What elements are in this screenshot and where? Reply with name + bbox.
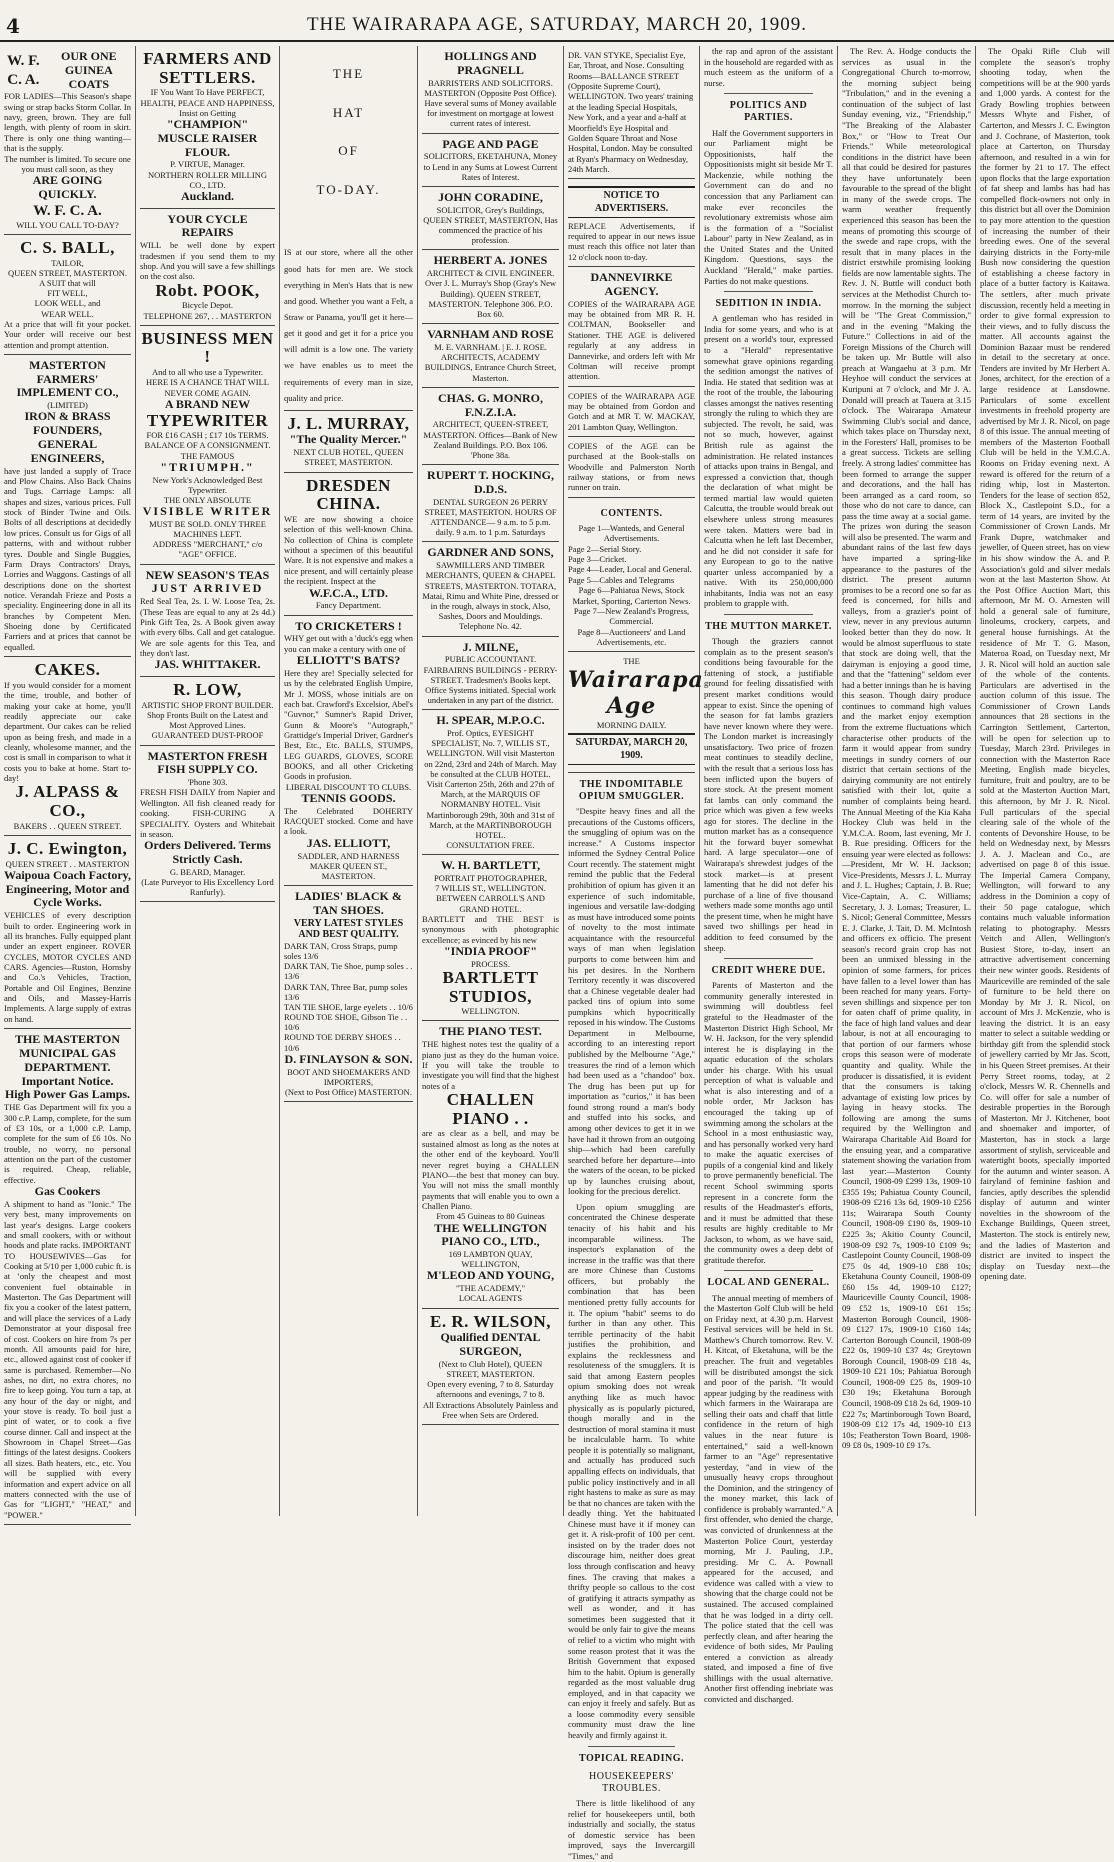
ad-manager: P. VIRTUE, Manager. [170,159,245,170]
cricketers-ad [284,616,413,887]
professional-card [422,187,559,251]
contents-item: Page 4—Leader, Local and General. [568,564,692,575]
article-subheading: HOUSEKEEPERS' TROUBLES. [589,1770,674,1794]
card-body: SOLICITORS, EKETAHUNA, Money to Lend in any Sums at Lowest Current Rates of Interest. [423,151,558,182]
professional-card [422,637,559,711]
article-paragraph: The annual meeting of members of the Masterton Golf Club will be held on Friday next, at 4.30 p.m. Harvest Festival services will be held in St. Matthew's Church tomorrow. Rev. V. H. Kitcat, of Eketahuna, will be the preacher. The fruit and vegetables will be distributed amongst the sick and poor of the parish. "It would appear judging by the readiness with which farmers in the Wairarapa are selling their oats and chaff that little confidence in the return of high values in the near future is entertained," said a well-known farmer to an "Age" representative yesterday, "and in view of the unusually heavy crops throughout the Dominion, and the stringency of the money market, this lack of confidence is probably warranted." A first offender, who denied the charge, was convicted of drunkenness at the Masterton Police Court, yesterday morning, Mr J. Pauling, J.P., presiding. Mr C. A. Pownall appeared for the accused, and evidence was called with a view to showing that the charge could not be sustained. The accused complained that he was lodged in a dirty cell. The police stated that the cell was perfectly clean, and after hearing the evidence of both sides, Mr Pauling entered a conviction as already stated, and imposed a fine of five shillings with the usual alternative. Another first offending inebriate was convicted and discharged. [704,1292,833,1704]
contents-item: Page 5—Cables and Telegrams [568,574,675,585]
notice-body: REPLACE Advertisements, if required to appear in our news issue must reach this office not later than 12 o'clock noon to-day. [568,220,695,262]
ad-heading: THE PIANO TEST. [439,1024,542,1039]
nameplate-sub: MORNING DAILY. [596,720,667,731]
copies-notice [568,437,695,498]
ad-name: C. S. BALL, [20,238,115,257]
ad-studios: BARTLETT STUDIOS, [442,967,539,1006]
copies-body: COPIES of the WAIRARAPA AGE may be obtained from Gordon and Gotch and at MR T. W. MACKAY, 201 Lambton Quay, Wellington. [568,390,695,432]
ad-tagline: ARE GOING QUICKLY. [32,172,103,201]
ad-sub: JUST ARRIVED [151,581,264,596]
ad-heading: NEW SEASON'S TEAS [145,567,270,582]
piano-ad [422,1021,559,1308]
dannevirke-agency [568,267,695,386]
ad-address: QUEEN STREET, MASTERTON. [7,267,128,278]
ad-sub: IRON & BRASS FOUNDERS, GENERAL ENGINEERS, [24,409,111,465]
contents-row [568,575,695,585]
card-body: SOLICITOR, Grey's Buildings, QUEEN STREET, MASTERTON, Has commenced the practice of his profession. [423,204,558,246]
dresden-ad [284,473,413,616]
ad-city: Auckland. [180,188,235,203]
ad-address: 7 WILLIS ST., WELLINGTON. [435,883,546,894]
contents-item: Page 6—Pahiatua News, Stock Market, Sporting, Carterton News. [572,585,691,606]
ad-brand: "TRIUMPH." [160,459,255,474]
ad-body: IS at our store, where all the other good hats for men are. We stock everything in Men's Hats that is new and good. Whether you want a Felt, a Straw or Panama, you'll get it here—get it good and get it for a price you will admit is a low one. The variety we have enables us to meet the requirements of every man in size, quality and price. [284,247,413,403]
ad-price: From 45 Guineas to 80 Guineas [436,1211,545,1222]
ad-body-2: Here they are! Specially selected for us by the celebrated English Umpire, Mr J. MOSS, whose initials are on each bat. Crawford's Excelsior, Abel's "Guvnor," Sumner's Rapid Driver, Gunn & Moore's "Autograph," Grattidge's Imperial Driver, Gardner's Best, Etc., Etc. BALLS, STUMPS, LEG GUARDS, GLOVES, SCORE BOOKS, and all other Cricketing Goods in profusion. [284,667,413,782]
nameplate-title: Wairarapa Age [568,666,704,720]
agency-body: COPIES of the WAIRARAPA AGE may be obtained from MR R. H. COLTMAN, Bookseller and Stationer. THE AGE is delivered regularly at any address in Dannevirke, and orders left with Mr Coltman will receive prompt attention. [568,298,695,382]
ad-name: J. C. Ewington, [7,838,128,858]
card-name: JOHN CORADINE, [438,189,543,204]
champion-flour-ad [140,46,275,209]
ad-heading: DRESDEN CHINA. [306,475,391,514]
ad-typewriter: TYPEWRITER [146,410,269,430]
card-body: DENTAL SURGEON 26 PERRY STREET, MASTERTON. HOURS OF ATTENDANCE— 9 a.m. to 5 p.m. daily. 9 a.m. to 1 p.m. Saturdays [424,496,557,538]
ad-discount: LIBERAL DISCOUNT TO CLUBS. [285,781,412,792]
shoe-item: DARK TAN, Tie Shoe, pump soles . . 13/6 [284,961,413,982]
ad-heading: MASTERTON FRESH FISH SUPPLY CO. [147,748,268,777]
ad-heading: CAKES. [34,660,101,680]
card-name: RUPERT T. HOCKING, D.D.S. [427,468,554,496]
ad-between: BETWEEN CARROLL'S AND GRAND HOTEL. [436,893,545,914]
card-note: CONSULTATION FREE. [446,840,535,851]
ad-process: PROCESS. [471,958,510,969]
ad-trade: ARTISTIC SHOP FRONT BUILDER. [141,699,274,710]
ad-company: THE WELLINGTON PIANO CO., LTD., [434,1220,547,1249]
notice-heading: NOTICE TO ADVERTISERS. [568,186,695,217]
professional-card [422,465,559,542]
article-paragraph: There is little likelihood of any relief for housekeepers until, both industrially and socially, the status of domestic service has been improved, says the Invercargill "Times," and [568,1798,695,1861]
masthead [0,12,1114,42]
ad-name: Robt. POOK, [155,280,260,300]
ad-line: FIT WELL, [47,288,88,299]
article-heading: THE MUTTON MARKET. [705,621,832,632]
ad-body-2: A shipment to hand as "Ionic." The very best, many improvements on last year's designs. Large cookers and small cookers, with or without hoods and plate racks. IMPORTANT TO HOUSEWIVES—Gas for Cooking at 5/10 per 1,000 cubic ft. is at ‛only the cheapest and most convenient fuel obtainable in Masterton. The Gas Department will fix you a cooker of the latest pattern, and will place the services of a Lady Demonstrator at your disposal free of cost. Cookers on hire from 7s per month. All amounts paid for hire, etc., allowed against cost of cooker if same is purchased. Remember—No ashes, no dirt, no extra chores, no fire to keep going. You turn a tap, at any hour of the day or night, and your stove is ready. To boil just a pint of water, or to cook a five course dinner. Call and inspect at the Showroom in Chapel Street—Gas fittings of the latest designs. Cookers all sizes. Bath heaters, etc., etc. You will be supplied with every information and expert advice on all matters connected with the use of Gas for "LIGHT," "HEAT," and "POWER." [4,1198,131,1520]
ad-trade: PORTRAIT PHOTOGRAPHER, [434,873,547,884]
ad-body: FRESH FISH DAILY from Napier and Wellington. All fish cleaned ready for cooking. FISH-CURING A SPECIALITY. Oysters and Whitebait in season. [140,787,275,839]
professional-card [422,542,559,636]
ad-body: FOR LADIES—This Season's shape swing or strap backs Storm Collar. In navy, green, brown. They are full length, with plenty of room in skirt. There is only one thing wanting—that is the supply. [4,91,131,154]
ad-address: ADDRESS "MERCHANT," c/o "AGE" OFFICE. [152,539,263,560]
ad-body-3: The Celebrated DOHERTY RACQUET stocked. Come and have a look. [284,805,413,837]
card-body: Prof. Optics, EYESIGHT SPECIALIST, No. 7, WILLIS ST., WELLINGTON. Will visit Masterton on 22nd, 23rd and 24th of March. May be consulted at the CLUB HOTEL. Visit Carterton 25th, 26th and 27th of March, at the MARQUIS OF NORMANBY HOTEL. Visit Martinborough 29th, 30th and 31st of March, at the MARTINBOROUGH HOTEL. [424,728,557,840]
article-paragraph: Parents of Masterton and the community generally interested in swimming will doubtless feel grateful to the Headmaster of the Masterton District High School, Mr W. H. Jackson, for the very splendid interest he is displaying in the aquatic education of the scholars under his charge. With his usual perception of what is valuable and what is also interesting and of a noble order, Mr Jackson has encouraged the taking up of swimming among the scholars at the School in a most enthusiastic way, and has personally worked very hard to make the aquatic exercises of pupils of a congenial kind and likely to prove permanently beneficial. The recent School swimming sports represent in a concrete form the results of the Headmaster's efforts, and it must be admitted that these results are highly creditable to Mr Jackson, to whom, as we have said, the community owes a deep debt of gratitude therefor. [704,980,833,1265]
card-name: J. MILNE, [462,639,519,654]
professional-card [422,388,559,465]
ad-body: THE Gas Department will fix you a 300 c.P. Lamp, complete, for the sum of £3 10s, or a 1,000 c.P. Lamp, complete for the sum of £6 10s. No trouble, no worry, no personal attention on the part of the customer is required. Cheap, reliable, effective. [4,1102,132,1185]
column-7 [838,46,976,1516]
ad-body: At a price that will fit your pocket. Your order will receive our best attention and prompt attention. [4,318,131,350]
article-paragraph: The Rev. A. Hodge conducts the services as usual in the Congregational Church to-morrow, the morning subject being "Tribulation," and in the evening a continuation of the subject of last Sunday evening, viz., "Friendship," "The Breaking of the Alabaster Box," or "How to Treat Our Friends." While meteorological conditions in the district have been all that could be desired for pastures they have unfortunately been favourable to the spread of the blight in many of the swede crops. The warm weather frequently experienced this season has been the means of promoting this scourge of the swede and rape crops, with the result that in many places in the district erstwhile promising looking fields are now lamentable sights. The Rev. J. N. Buttle will conduct both services at the Methodist Church to-morrow. In the morning the subject will be "The Great Commission," and in the evening "Making the Future." Collections in aid of the Foreign Missions of the Church will be taken up. Mr Buttle will also preach at Wangaehu at 3 p.m. Mr Heyhoe will conduct the services at Kuripuni at 7 o'clock, and Mr J. A. Donald will preach at Tauera at 3.15 o'clock. The Wairarapa Amateur Swimming Club's social and dance, which takes place on Thursday next, in the Foresters' Hall, promises to be a great success. Tickets are selling freely. A strong ladies' committee has been formed to arrange the supper and decorations, and the hall has been arranged as a card room, so those who do not care to dance, can pass the time away at a social game. The prizes won during the season will also be presented. The warm and abundant rains of the last few days have imparted a spring-like appearance to the pastures of the district. The present autumn promises to be a record one so far as feed is concerned, for hills and valleys, from a grazier's point of view, never in any previous autumn looked better than they do now. It would be almost superfluous to state that stock are doing well, that the dairyman is enjoying a good time, and that the "fattening" seldom ever had a better innings than he is having this season. Though dairy produce continues to command high values and the market enjoy exemption from the extreme fluctuations which characterise other products of the farm it would appear from sundry meetings in sundry corners of our district that certain sections of the dairying community are not entirely satisfied with their lot, quite a number of complaints being heard. The Annual Meeting of the Kia Kaha Hockey Club was held in the Y.M.C.A. Room, last evening, Mr J. B. Rue presiding. Officers for the ensuing year were elected as follows:—President, Mr W. H. Jackson; Vice-Presidents, Messrs J. L. Murray and J. L. Hughes; Captain, J. B. Rue; Vice-Captain, A. C. Williams; Secretary, J. J. Lomas; Treasurer, L. S. Nicol; General Committee, Messrs E. J. Clarke, J. Tait, D. M. McIntosh and officers ex officio. The present season's record grain crop has not been an unmixed blessing in the opinion of some farmers, for prices have fallen to a level lower than has been reached for many years. Forty-seven shillings and sixpence per ton for oaten chaff of prime quality, in the face of high land values and dear labour, is not at all encouraging to that portion of our farmers whose crops this season were of moderate quantity and quality. While the producer is dissatisfied, it is evident that the consumers is taking advantage of existing low prices by laying in heavy stocks. The following are among the sums required by the Wellington and Wairarapa Charitable Aid Board for the ensuing year, and a comparative statement showing the variation from last year:—Masterton County Council, 1908-09 £299 13s, 1909-10 £355 19s; Pahiatua County Council, 1908-09 £216 13s 6d, 1909-10 £256 11s; Wairarapa South County Council, 1908-09 £190 8s, 1909-10 £225 3s; Akitio County Council, 1908-09 £92 7s, 1909-10 £109 9s; Castlepoint County Council, 1908-09 £75 0s 4d, 1909-10 £88 10s; Eketahuna County Council, 1908-09 £60 15s 4d, 1909-10 £127; Mauriceville County Council, 1908-09 £52 1s, 1909-10 £61 15s; Masterton Borough Council, 1908-09 £127 17s, 1909-10 £160 14s; Carterton Borough Council, 1908-09 £22 0s, 1909-10 £37 4s; Greytown Borough Council, 1908-09 £18 4s, 1909-10 £21 10s; Pahiatua Borough Council, 1908-09 £25 8s, 1909-10 £30 19s; Eketahuna Borough Council, 1908-09 £18 2s 6d, 1909-10 £22 7s; Martinborough Town Board, 1908-09 £12 17s 4d, 1909-10 £13 10s; Featherston Town Board, 1908-09 £8 0s, 1909-10 £9 17s. [842,46,971,1451]
page-number: 4 [6,14,20,38]
fish-supply-ad [140,746,275,903]
ad-brand: CHALLEN PIANO . . [446,1090,535,1128]
article-paragraph: The Opaki Rifle Club will complete the season's trophy shooting today, when the competitions will be at the 900 yards and 1,000 yards. A contest for the Grady Bowling trophies between Messrs Whyte and Fisher, of Carterton, and Messrs J. C. Ewington and J. Cochrane, of Masterton, took place at Carterton, on Thursday afternoon, and resulted in a win for the former by 21 to 17. The effect upon flocks that the large exportation of fat sheep and lambs has had has compelled flock-owners not only in this district but all over the Dominion to pay more attention to the question of increasing the number of their breeding ewes. One of the several dairying districts in the Forty-mile Bush now considering the question of establishing a cheese factory in place of a butter factory is Kaitawa. The settlers, after much private discussion, recently held a meeting in order to give formal expression to their views, and to fully discuss the matter. All accounts against the Dominion Bazaar must be rendered in detail to the secretary at once. Tenders are invited by Mr Herbert A. Jones, architect, for the erection of a large residence at Lansdowne. Particulars of some excellent investments in freehold property are advertised by Mr J. R. Nicol, on page 8 of this issue. The annual meeting of members of the Masterton Football Club will be held in the Y.M.C.A. Rooms on Friday evening next. A reward is offered for the return of a riding whip, lost in Masterton. Tenders for the lease of section 852, Block X., Castlepoint S.D., for a term of 14 years, are invited by the Commissioner of Crown Lands. Mr Frank Dupre, watchmaker and jeweller, of Queen street, has on view in his show window the A. and P. Association's gold and silver medals won at the last Masterton Show. At the Post Office Auction Mart, this afternoon, Mr M. O. Arnesten will hold a general sale of furniture, linoleums, crockery, carpets, and general house furnishings. At the residence of Mr T. G. Mason, Materoa Road, on Tuesday next, Mr J. R. Nicol will hold an auction sale of the whole of the contents. Particulars are advertised in the auction column of this issue. The Commissioner of Crown Lands announces that 28 sections in the Carrington Settlement, Carterton, will be open for selection up to Tuesday, March 23rd. Privileges in connection with the Masterton Race Meeting, English made bicycles, furniture, fruit and poultry, are to be sold at the Masterton Auction Mart, this afternoon, by Mr J. R. Nicol. Full particulars of the special clearing sale of the whole of the contents of Devonshire House, to be held on Wednesday next, by Messrs J. A. J. Maclean and Co., are advertised on page 8 of this issue. The Imperial Camera Company, Wellington, will forward to any address in the Dominion a copy of their 50 page catalogue, which contains much valuable information relating to photography. Messrs Veitch and Allen, Wellington's Busiest Store, to-day, insert an attractive advertisement concerning their new winter goods. Residents of Mauriceville are reminded of the sale of furniture to be held there on Monday by Mr J. R. Nicol, on account of Mrs J. McKenzie, who is leaving the district. It is an easy matter to select a suitable wedding or birthday gift from the splendid stock of jewellery carried by Mr Jas. Scott, in his Queen Street premises. At their Perry Street rooms, today, at 2 o'clock, Messrs W. R. Chennells and Co. will offer for sale a number of desirable properties in the Borough of Masterton. Mr J. Kitchener, boot and shoemaker and importer, of Masterton, has in stock a large assortment of stylish, serviceable and watertight boots, specially imported for the autumn and winter season. A fairyland of feminine fashion and fancies, aptly describes the splendid display of autumn and winter novelties in the showroom of the Exchange Buildings, Queen street, Masterton. The stock is entirely new, and the ladies of Masterton and district are invited to inspect the display on Tuesday next—the opening date. [980,46,1110,1282]
advertisers-notice [568,179,695,267]
ad-name: JAS. ELLIOTT, [306,835,391,850]
article-paragraph: A gentleman who has resided in India for some years, and who is at present on a world's tour, expressed to a "Herald" representative somewhat grave opinions regarding the sedition amongst the natives of India. He stated that sedition was at the root of the trouble, the labouring classes amongst the natives resenting strongly the ruling to which they are subjected. The revolt, he said, was not so much, however, against British rule as against the administration. He related instances of attacks upon trains in Bengal, and expressed a conviction that, though the declaration of what might be termed martial law would quieten Calcutta, the trouble would break out elsewhere unless strong measures were taken. Matters were bad in Calcutta when he left last December, and he did not consider it safe for any European to go to the native quarter unless accompanied by a native. With its 250,000,000 inhabitants, India was not an easy problem to grapple with. [704,313,833,609]
card-body: SAWMILLERS AND TIMBER MERCHANTS, QUEEN & CHAPEL STREETS, MASTERTON. TOTARA, Matai, Rimu and White Pine, dressed or in the rough, always in stock, Also, Sashes, Doors and Mouldings. Telephone No. 42. [422,560,559,632]
ad-body: HERE IS A CHANCE THAT WILL NEVER COME AGAIN. [145,377,270,398]
ad-line: LOOK WELL, and [34,298,101,309]
ad-nyc: New York's Acknowledged Best Typewriter. [152,474,263,495]
ad-heading: OUR ONE GUINEA COATS [60,49,117,91]
bartlett-ad [422,855,559,1021]
contents-row [568,606,695,627]
ad-sub: VERY LATEST STYLES AND BEST QUALITY. [293,917,404,941]
ad-dept: Fancy Department. [315,600,382,611]
card-body: PUBLIC ACCOUNTANT. FAIRBAIRNS BUILDINGS - PERRY-STREET. Tradesmen's Books kept. Office Systems initiated. Special work undertaken in any part of the district. [423,654,558,706]
column-2 [136,46,280,1516]
ad-cookers: Gas Cookers [34,1184,101,1199]
ad-tag: "The Quality Mercer." [289,432,408,447]
article-heading: SEDITION IN INDIA. [715,298,822,310]
shoe-item: DARK TAN, Cross Straps, pump soles 13/6 [284,940,398,961]
ad-line: A SUIT that will [39,278,96,289]
ad-body: THE highest notes test the quality of a piano just as they do the human voice. If you will take the trouble to investigate you will find that the highest notes of a [422,1039,559,1091]
ad-must: MUST BE SOLD. ONLY THREE MACHINES LEFT. [149,518,266,540]
shop-front-ad [140,677,275,745]
column-4 [418,46,564,1516]
ad-trade: SADDLER, AND HARNESS MAKER QUEEN ST., MASTERTON. [297,850,400,882]
ad-address: NEXT CLUB HOTEL, QUEEN STREET, MASTERTON. [293,447,404,468]
card-name: PAGE AND PAGE [442,136,539,151]
ad-heading: FARMERS AND SETTLERS. [143,49,272,87]
ad-orders: Orders Delivered. Terms Strictly Cash. [144,838,271,867]
nameplate-date: SATURDAY, MARCH 20, 1909. [568,733,695,764]
contents-row [568,585,695,606]
ad-hours: Open every evening, 7 to 8. Saturday afternoons and evenings, 7 to 8. [427,1379,554,1400]
ad-name: D. FINLAYSON & SON. [284,1051,413,1066]
specialist-card [568,46,695,179]
ball-tailor-ad [4,235,131,355]
ad-body: If you would consider for a moment the time, trouble, and bother of making your cake at home, you'll readily appreciate our cake department. Our cakes can be relied upon as being fresh, and made in a cleanly, wholesome manner, and the cost is small in comparison to what it costs you to bake at home. Start to-day! [4,679,131,784]
ad-telephone: TELEPHONE 267, . . MASTERTON [143,310,272,321]
ad-body: VEHICLES of every description built to order. Engineering work in all its branches. Fully equipped plant under an expert engineer. ROVER CYCLES, MOTOR CYCLES AND CARS. Agencies—Ruston, Hornsby and Co.'s Vehicles, Traction, Portable and Oil Engines, Benzine and Oils, and Massey-Harris Implements. A large supply of extras on hand. [4,910,131,1024]
wfca-coats-ad [4,46,131,235]
ad-mill: NORTHERN ROLLER MILLING CO., LTD. [148,169,267,190]
article-paragraph: Though the graziers cannot complain as to the present season's conditions being favourable for the fattening of stock, a justifiable ground for feeling dissatisfied with present market conditions would appear to exist. Since the opening of the season for fat lambs graziers have never known where they were. The London market is increasingly unsatisfactory. Two price of frozen meat continues to steadily decline, with the result that a serious loss has been inflicted upon the buyers of store stock. At the present moment fat lambs can only command the price which was given a few weeks ago for stores. The decline in the mutton market has as a consequence hit the forward buyer somewhat hard. A large speculator—one of Wairarapa's shrewdest judges of the stock market—is at present lamenting that he did not defer his purchase of a line of five thousand wethers made some months ago until the present time, when he might have saved two shillings per head in addition to feed consumed by the sheep. [704,636,833,953]
ad-brand: ELLIOTT'S BATS? [296,653,401,668]
copies-notice [568,387,695,437]
card-body: ARCHITECT, QUEEN-STREET, MASTERTON. Offices—Bank of New Zealand Buildings. P.O. Box 106. 'Phone 38a. [423,419,558,460]
ad-price: FOR £16 CASH ; £17 10s TERMS. [146,430,269,441]
ad-body: BARTLETT and THE BEST is synonymous with photographic excellence; as evinced by his new [422,913,559,945]
card-name: GARDNER AND SONS, [427,545,554,560]
ad-balance: BALANCE OF A CONSIGNMENT. [144,440,271,451]
professional-card [422,46,559,134]
column-8 [976,46,1114,1516]
ad-name: W. H. BARTLETT, [440,858,541,873]
article-paragraph: "Despite heavy fines and all the precautions of the Customs officers, the smuggling of opium was on the increase." A Customs inspector informed the Sydney Central Police Court recently. The statement might remind the public that the Federal prohibition of opium has given it an experience of such indomitable, ingenious and versatile law-dodging as must have introduced some points of novelty to the most intimate acquaintance with the resourceful ways of man when legislation purports to come between him and his pet desires. In the Northern Territory recently it was discovered that a Chinese vegetable dealer had packed tins of opium into some pumpkins which hypocritically reposed in his window. The Customs Department in Melbourne, according to an interesting report published by the Melbourne "Age," treasures the rind of a lemon which had been used as a "chandoo" box. The drug has been put up for importation as "curios," it has been found strong round a man's body and stuffed into his socks, and among other devices to get it in we have had it thrown from an outgoing ship—which had been carefully searched before her departure—into the waters of the ocean, to be picked up by launches cruising about, looking for the precious derelict. [568,806,695,1197]
hat-word: TO-DAY. [316,181,381,197]
ad-proof: "INDIA PROOF" [444,943,537,958]
ad-name: JAS. WHITTAKER. [154,657,261,672]
column-3 [280,46,418,1516]
contents-row [568,554,695,564]
ad-heading: TO CRICKETERS ! [295,618,402,633]
ad-brand-new: A BRAND NEW [164,396,251,411]
column-6 [700,46,838,1704]
ad-sub: Qualified DENTAL SURGEON, [440,1330,541,1359]
article-paragraph: Half the Government supporters in our Parliament might be Oppositionists, half the Oppositionists might sit beside Mr T. Mackenzie, while nothing the Government can do and no concession that any Parliament can make ever reconciles the revolutionary extremists whose aim is the formation of a "Socialist Labour" party in New Zealand, as in the United States and the United Kingdom. Questions, says the Auckland "Herald," make parties. Parties do not make questions. [704,127,833,286]
contents-row [568,627,695,648]
ad-heading: THE MASTERTON MUNICIPAL GAS DEPARTMENT. [14,1032,121,1074]
professional-card [422,324,559,388]
contents-item: Page 3—Cricket. [568,554,627,565]
gas-department-ad [4,1029,131,1525]
hat-ad [284,46,413,411]
farmers-implement-ad [4,355,131,657]
cakes-ad [4,657,131,836]
nameplate [568,652,704,772]
article-heading: CREDIT WHERE DUE. [711,965,826,977]
ad-name: J. ALPASS & CO., [15,782,120,821]
ad-body: have just landed a supply of Trace and Plow Chains. Also Back Chains and Tugs. Carriage Lamps: all shapes and sizes, various prices. Full stock of Binder Twine and Oils. Bolts of all descriptions at decidedly low prices. Consult us for Gigs of all patterns, with and without rubber tyres. Double and Single Buggies, Farm Drays Contractors' Drays, Lorries and Waggons. Castings of all descriptions done on the shortest notice. Verandah Frieze and Posts a speciality. Engineering done in all its branches by Competent Men. Shoeing done by Certificated Farriers and at prices that cannot be equalled. [4,465,131,652]
article-paragraph: Upon opium smuggling are concentrated the Chinese desperate tenacity of his habit and his incomparable wiliness. The inspector's explanation of the increase in the traffic was that there are more Chinese than Customs officers, but probably the combination that has been mentioned pretty fully accounts for it. The opium "habit" seems to do further in than any other. This terrible pertinacity of the habit justifies the prohibition, and explains the recklessness and resoluteness of the smugglers. It is said that among Eastern peoples opium smoking does not wreak anything like as much havoc physically as is popularly pictured, though morally and in the destruction of moral stamina it must be incalculable harm. To white people it is potentially so malignant, and actually has produced such appalling effects on individuals, that public policy instinctively and in all right hastens to make as sure as may be that no chances are taken with the deadly thing. Yet the habituated Chinese must have it if money can get it. A risk-profit of 100 per cent. insisted on by the trader does not discourage him, neither does great loss through confiscation and heavy fines. The craving that makes a thrifty people so callous to the cost of gratifying it attracts sympathy as well as wonder, and it has sometimes been suggested that it would be only fair to give the means of relief to a victim who might with some reason protest that it was the British Government that exposed him to the habit. Opium is generally regarded as the most valuable drug employed, and in that capacity we can enjoy it freely and safely. But as a loose commodity every sensible community must draw the line heavily and firmly against it. [568,1201,695,1741]
hat-word: OF [338,143,359,159]
ad-academy: "THE ACADEMY," [455,1283,526,1294]
card-body: M. E. VARNHAM. | E. J. ROSE. ARCHITECTS, ACADEMY BUILDINGS, Entrance Church Street, Masterton. [424,341,557,383]
ad-sub: And to all who use a Typewriter. [152,367,263,378]
ad-notice: Important Notice. [21,1073,114,1088]
ad-body-2: are as clear as a bell, and may be sustained almost as long as the notes at the other end of the keyboard. You'll never regret buying a CHALLEN PIANO—the best that money can buy. You will not miss the small monthly payments that will enable you to own a Challen Piano. [422,1128,559,1211]
ad-name: E. R. WILSON, [430,1311,551,1331]
ad-name: J. L. MURRAY, [287,413,410,433]
ad-only: THE ONLY ABSOLUTE [163,494,252,505]
professional-card [422,134,559,187]
contents-row [568,564,695,574]
ad-local: LOCAL AGENTS [458,1293,523,1304]
ad-body: WILL be well done by expert tradesmen if you send them to my shop. And you will save a few shillings on the cost also. [140,240,275,282]
card-body: DR. VAN STYKE, Specialist Eye, Ear, Throat, and Nose. Consulting Rooms—BALLANCE STREET (Opposite Supreme Court), WELLINGTON. Two years' training at the leading Special Hospitals, New York, and a year and a-half at Moorfield's Eye Hospital and Golden Square Throat and Nose Hospital, London. May be consulted at Ryan's Pharmacy on Wednesday, 24th March. [568,50,694,174]
ad-body: WE are now showing a choice selection of this well-known China. No collection of China is complete without a specimen of this beautiful Ware. It is not expensive and makes a nice present, and will certainly please the recipient. Inspect at the [284,514,413,587]
contents-item: Page 7—New Zealand's Progress, Commercial. [573,605,690,627]
ad-address: QUEEN STREET . . MASTERTON [5,858,130,869]
ad-city: WELLINGTON. [461,1006,520,1017]
wfca-logo: W. F. C. A. [6,53,40,88]
ad-phone: 'Phone 303. [187,777,228,788]
ad-heading: LADIES' BLACK & TAN SHOES. [295,889,402,917]
ad-heading: YOUR CYCLE REPAIRS [167,211,248,240]
shoe-item: TAN TIE SHOE, large eyelets . . 10/6 [284,1001,413,1012]
agency-heading: DANNEVIRKE AGENCY. [590,270,673,298]
contents-box [568,498,695,653]
ad-body: IF You Want To Have PERFECT, HEALTH, PEACE AND HAPPINESS, [140,87,275,108]
contents-item: Page 1—Wanteds, and General Advertisements. [578,523,685,544]
contents-item: Page 8—Auctioneers' and Land Advertisements, etc. [577,626,686,647]
ad-address: (Next to Club Hotel), QUEEN STREET, MASTERTON. [438,1358,543,1380]
ad-line: WEAR WELL. [41,308,94,319]
card-name: CHAS. G. MONRO, F.N.Z.I.A. [438,390,543,419]
shoe-item: ROUND TOE SHOE, Gibson Tie . . 10/6 [284,1012,408,1033]
typewriter-ad [140,326,275,565]
ad-insist: Insist on Getting [179,107,236,118]
wfca-logo-2: W. F. C. A. [33,202,102,219]
card-body: BARRISTERS AND SOLICITORS. MASTERTON (Opposite Post Office). Have several sums of Money available for investment on mortgage at lowest current rates of interest. [424,77,557,129]
shoe-item: DARK TAN, Three Bar, pump soles 13/6 [284,981,408,1002]
card-name: H. SPEAR, M.P.O.C. [436,713,545,728]
ad-body: WHY get out with a 'duck's egg when you can make a century with one of [284,633,413,654]
ad-body: Red Seal Tea, 2s. I. W. Loose Tea, 2s. (These Teas are equal to any at 2s 4d.) Pink Gift Tea, 2s. A Book given away with every 6lbs. Call and get catalogue. We are sole agents for this Tea, and they don't last. [140,596,275,659]
ad-address: 169 LAMBTON QUAY, WELLINGTON, [448,1249,533,1270]
ewington-ad [4,836,131,1029]
ad-note: The number is limited. To secure one you must call soon, as they [4,153,131,174]
ad-late: (Late Purveyor to His Excellency Lord Ranfurly). [141,877,274,898]
teas-ad [140,565,275,678]
article-heading: THE INDOMITABLE OPIUM SMUGGLER. [578,778,685,802]
ad-extract: All Extractions Absolutely Painless and Free when Sets are Ordered. [422,1399,559,1420]
professional-card [422,250,559,324]
ad-tennis: TENNIS GOODS. [301,790,396,805]
article-heading: POLITICS AND PARTIES. [729,100,808,124]
card-name: HERBERT A. JONES [433,253,548,268]
article-heading: LOCAL AND GENERAL. [707,1277,830,1289]
ad-ltd: (LIMITED) [47,400,88,411]
ad-name: W.F.C.A., LTD. [308,585,389,600]
ad-trade: Bicycle Depot. [182,300,233,311]
card-name: HOLLINGS AND PRAGNELL [444,49,537,77]
article-heading: TOPICAL READING. [578,1752,685,1764]
ad-brand: "CHAMPION" MUSCLE RAISER FLOUR. [157,116,258,159]
hat-word: HAT [332,104,365,120]
cycle-repairs-ad [140,209,275,326]
card-body: ARCHITECT & CIVIL ENGINEER. Over J. L. Murray's Shop (Gray's New Building). QUEEN STREET, MASTERTON. Telephone 306. P.O. Box 60. [424,268,556,319]
hat-word: THE [332,66,365,81]
ad-trade: BOOT AND SHOEMAKERS AND IMPORTERS, [287,1066,410,1087]
ad-sub: High Power Gas Lamps. [4,1087,131,1102]
dentist-ad [422,1309,559,1425]
contents-heading: CONTENTS. [600,507,663,519]
ad-call: WILL YOU CALL TO-DAY? [16,219,119,230]
contents-item: Page 2—Serial Story. [568,543,642,554]
page-headline: THE WAIRARAPA AGE, SATURDAY, MARCH 20, 1909. [306,14,808,35]
card-name: VARNHAM AND ROSE [427,327,554,342]
ad-name: R. LOW, [173,680,242,700]
ad-agents: M'LEOD AND YOUNG, [426,1268,555,1283]
ad-visible: VISIBLE WRITER [142,504,273,519]
ad-name: MASTERTON FARMERS' IMPLEMENT CO., [16,357,119,400]
nameplate-the: THE [623,656,640,667]
contents-row [568,544,695,554]
ad-heading: BUSINESS MEN ! [141,328,274,367]
shoe-item: ROUND TOE DERBY SHOES . . 10/6 [284,1032,401,1053]
article-paragraph: the rap and apron of the assistant in the household are regarded with as much esteem as the uniform of a nurse. [704,46,833,88]
ad-body: Shop Fronts Built on the Latest and Most Approved Lines. [147,710,268,731]
ad-trade: BAKERS . . QUEEN STREET. [13,820,122,831]
ad-sub: Waipoua Coach Factory, Engineering, Motor and Cycle Works. [4,867,132,910]
ad-manager: G. BEARD, Manager. [169,866,246,877]
shoes-ad [284,886,413,1102]
ad-guarantee: GUARANTEED DUST-PROOF [151,730,264,741]
ad-famous: THE FAMOUS [180,450,235,461]
ad-address: (Next to Post Office) MASTERTON. [285,1087,412,1098]
contents-row [568,523,695,544]
copies-body: COPIES of the AGE can be purchased at the Book-stalls on Woodville and Palmerston North railway stations, or from news runner on train. [568,441,695,493]
murray-ad [284,411,413,473]
column-1 [0,46,136,1520]
column-5 [564,46,704,1861]
professional-card [422,710,559,855]
ad-trade: TAILOR, [51,257,84,268]
